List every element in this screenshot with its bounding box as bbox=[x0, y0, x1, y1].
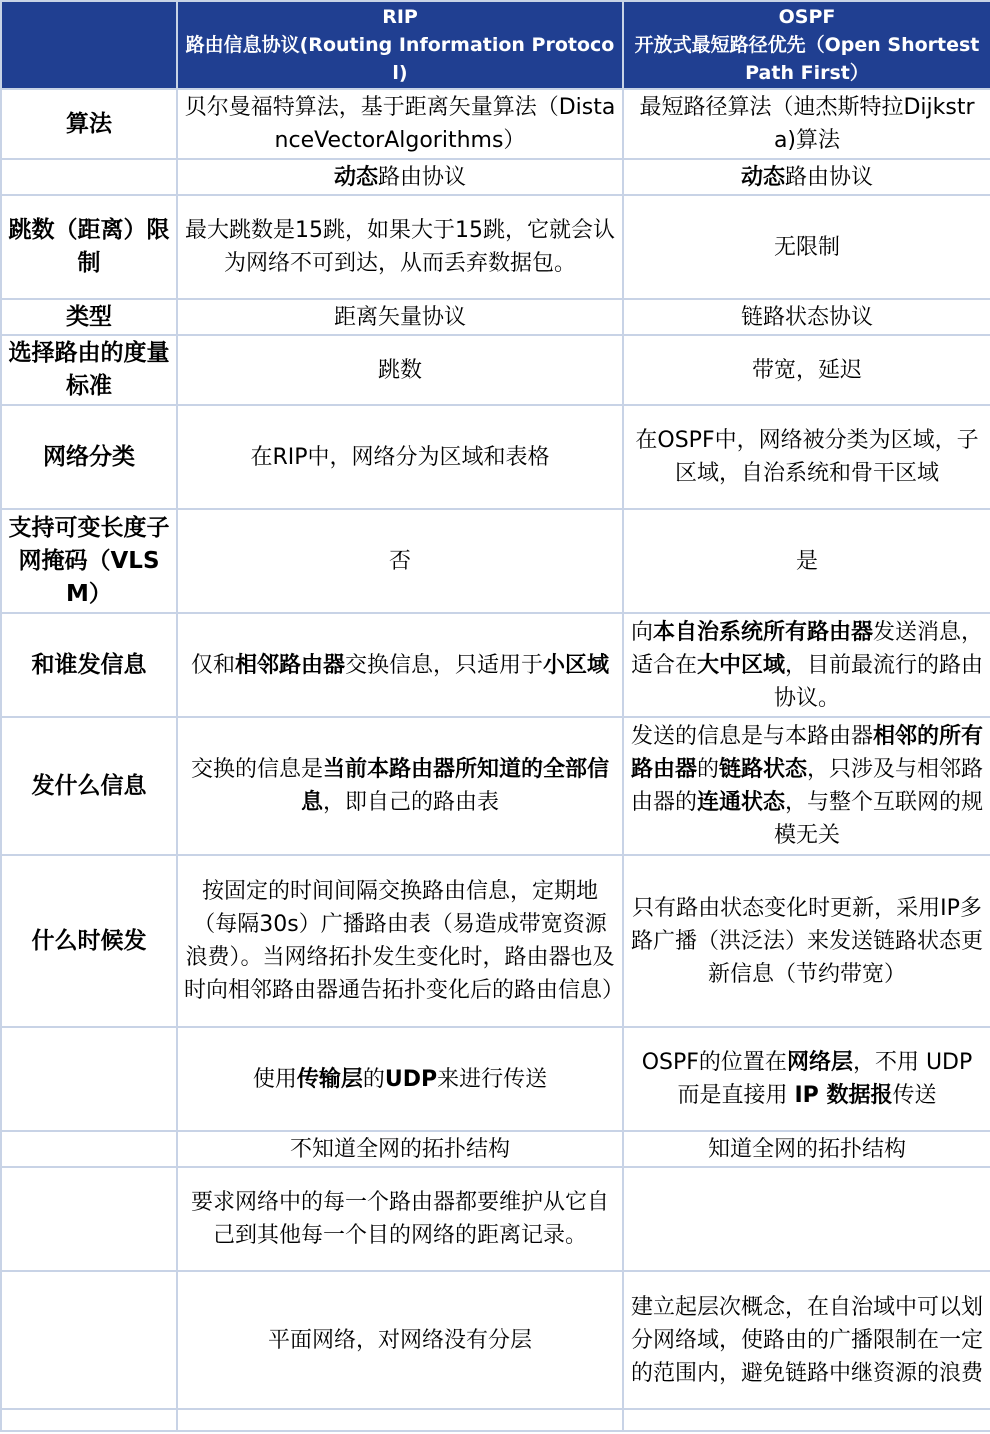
rip-cell bbox=[177, 717, 623, 855]
cell-text: 最短路径算法（迪杰斯特拉Dijkstra)算法 bbox=[639, 95, 975, 153]
rip-cell bbox=[177, 1271, 623, 1409]
cell-text: 的 bbox=[696, 757, 719, 782]
emphasis-text: 小区域 bbox=[543, 652, 610, 678]
cell-text: 不知道全网的拓扑结构 bbox=[289, 1136, 510, 1162]
cell-text: 的 bbox=[362, 1066, 385, 1092]
rip-cell bbox=[177, 1167, 623, 1271]
header-ospf-subtitle: 开放式最短路径优先（Open Shortest Path First） bbox=[634, 34, 980, 84]
cell-text: OSPF的位置在 bbox=[641, 1050, 787, 1075]
header-rip-title: RIP bbox=[382, 6, 418, 28]
table-row bbox=[1, 405, 990, 509]
emphasis-text: 网络层 bbox=[786, 1050, 853, 1075]
rip-cell bbox=[177, 299, 623, 335]
row-label: 什么时候发 bbox=[1, 855, 177, 1027]
cell-text: 跳数 bbox=[377, 357, 422, 383]
row-label bbox=[1, 159, 177, 195]
ospf-cell bbox=[623, 717, 990, 855]
cell-text: ，只涉及与相邻路由器的 bbox=[630, 757, 984, 815]
ospf-cell bbox=[623, 1271, 990, 1409]
row-label bbox=[1, 1271, 177, 1409]
table-row bbox=[1, 195, 990, 299]
cell-text: 发送的信息是与本路由器 bbox=[630, 724, 873, 749]
row-label: 算法 bbox=[1, 89, 177, 159]
ospf-cell bbox=[623, 1027, 990, 1131]
row-label bbox=[1, 1027, 177, 1131]
rip-cell bbox=[177, 195, 623, 299]
cell-text: 平面网络，对网络没有分层 bbox=[267, 1327, 532, 1353]
cell-text: 交换信息，只适用于 bbox=[345, 652, 544, 678]
cell-text: 链路状态协议 bbox=[740, 304, 873, 330]
cell-text: 建立起层次概念，在自治域中可以划分网络域，使路由的广播限制在一定的范围内，避免链路中继资源的浪费 bbox=[630, 1294, 983, 1386]
rip-cell bbox=[177, 1131, 623, 1167]
row-label: 跳数（距离）限制 bbox=[1, 195, 177, 299]
rip-cell bbox=[177, 1409, 623, 1431]
emphasis-text: 相邻的所有路由器 bbox=[630, 724, 984, 782]
ospf-cell bbox=[623, 1409, 990, 1431]
rip-cell bbox=[177, 509, 623, 613]
rip-cell bbox=[177, 855, 623, 1027]
cell-text: 仅和 bbox=[190, 652, 235, 678]
table-row bbox=[1, 509, 990, 613]
ospf-cell bbox=[623, 509, 990, 613]
header-ospf bbox=[623, 1, 990, 89]
table-body bbox=[1, 89, 990, 1431]
rip-cell bbox=[177, 159, 623, 195]
cell-text: 知道全网的拓扑结构 bbox=[707, 1136, 906, 1162]
cell-text: ，不用 UDP 而是直接用 bbox=[677, 1050, 973, 1108]
cell-text: 要求网络中的每一个路由器都要维护从它自己到其他每一个目的网络的距离记录。 bbox=[190, 1190, 609, 1248]
row-label: 发什么信息 bbox=[1, 717, 177, 855]
cell-text: 距离矢量协议 bbox=[333, 304, 466, 330]
emphasis-text: UDP bbox=[384, 1066, 438, 1092]
table-row bbox=[1, 1131, 990, 1167]
table-row bbox=[1, 335, 990, 405]
cell-text: 带宽，延迟 bbox=[751, 357, 862, 383]
ospf-cell bbox=[623, 613, 990, 717]
rip-cell bbox=[177, 613, 623, 717]
rip-cell bbox=[177, 1027, 623, 1131]
header-row bbox=[1, 1, 990, 89]
rip-cell bbox=[177, 405, 623, 509]
cell-text: 发送消息，适合在 bbox=[630, 619, 984, 678]
row-label bbox=[1, 1131, 177, 1167]
table-row bbox=[1, 1167, 990, 1271]
cell-text: 否 bbox=[388, 548, 411, 574]
row-label: 支持可变长度子网掩码（VLSM） bbox=[1, 509, 177, 613]
cell-text: 是 bbox=[795, 548, 818, 574]
ospf-cell bbox=[623, 1167, 990, 1271]
cell-text: 路由协议 bbox=[785, 164, 874, 190]
emphasis-text: 动态 bbox=[740, 164, 785, 190]
row-label bbox=[1, 1167, 177, 1271]
cell-text: 向 bbox=[630, 619, 653, 645]
rip-cell bbox=[177, 335, 623, 405]
ospf-cell bbox=[623, 855, 990, 1027]
cell-text: 传送 bbox=[892, 1083, 937, 1108]
table-header bbox=[1, 1, 990, 89]
emphasis-text: 传输层 bbox=[296, 1066, 363, 1092]
emphasis-text: 大中区域 bbox=[696, 652, 785, 678]
cell-text: 只有路由状态变化时更新，采用IP多路广播（洪泛法）来发送链路状态更新信息（节约带宽） bbox=[630, 895, 983, 987]
ospf-cell bbox=[623, 405, 990, 509]
header-rip-subtitle: 路由信息协议(Routing Information Protocol) bbox=[185, 34, 615, 84]
cell-text: ，与整个互联网的规模无关 bbox=[773, 790, 984, 848]
emphasis-text: 当前本路由器所知道的全部信息 bbox=[300, 757, 610, 815]
emphasis-text: 链路状态 bbox=[719, 757, 808, 782]
row-label: 网络分类 bbox=[1, 405, 177, 509]
table-row bbox=[1, 89, 990, 159]
rip-cell bbox=[177, 89, 623, 159]
cell-text: 在RIP中，网络分为区域和表格 bbox=[250, 444, 550, 470]
ospf-cell bbox=[623, 299, 990, 335]
cell-text: ，即自己的路由表 bbox=[323, 790, 500, 815]
cell-text: 按固定的时间间隔交换路由信息，定期地（每隔30s）广播路由表（易造成带宽资源浪费）。当网络拓扑发生变化时，路由器也及时向相邻路由器通告拓扑变化后的路由信息） bbox=[184, 879, 625, 1003]
row-label: 类型 bbox=[1, 299, 177, 335]
cell-text: 在OSPF中，网络被分类为区域，子区域，自治系统和骨干区域 bbox=[635, 428, 979, 486]
ospf-cell bbox=[623, 89, 990, 159]
cell-text: ，目前最流行的路由协议。 bbox=[773, 652, 984, 711]
cell-text: 来进行传送 bbox=[437, 1066, 548, 1092]
table-row bbox=[1, 717, 990, 855]
emphasis-text: 动态 bbox=[333, 164, 378, 190]
header-ospf-title: OSPF bbox=[778, 6, 836, 28]
table-row bbox=[1, 1409, 990, 1431]
table-row bbox=[1, 159, 990, 195]
table-row bbox=[1, 855, 990, 1027]
emphasis-text: IP 数据报 bbox=[794, 1083, 893, 1108]
row-label bbox=[1, 1409, 177, 1431]
ospf-cell bbox=[623, 195, 990, 299]
table-row bbox=[1, 1271, 990, 1409]
row-label: 和谁发信息 bbox=[1, 613, 177, 717]
table-row bbox=[1, 613, 990, 717]
emphasis-text: 相邻路由器 bbox=[234, 652, 345, 678]
cell-text: 使用 bbox=[252, 1066, 297, 1092]
cell-text: 最大跳数是15跳，如果大于15跳，它就会认为网络不可到达，从而丢弃数据包。 bbox=[185, 218, 615, 276]
ospf-cell bbox=[623, 159, 990, 195]
ospf-cell bbox=[623, 335, 990, 405]
emphasis-text: 本自治系统所有路由器 bbox=[652, 619, 873, 645]
cell-text: 路由协议 bbox=[378, 164, 467, 190]
header-rip bbox=[177, 1, 623, 89]
table-row bbox=[1, 1027, 990, 1131]
cell-text: 贝尔曼福特算法，基于距离矢量算法（DistanceVectorAlgorithms） bbox=[184, 95, 616, 153]
cell-text: 交换的信息是 bbox=[190, 757, 323, 782]
cell-text: 无限制 bbox=[773, 234, 840, 260]
header-corner-cell bbox=[1, 1, 177, 89]
row-label: 选择路由的度量标准 bbox=[1, 335, 177, 405]
emphasis-text: 连通状态 bbox=[696, 790, 785, 815]
ospf-cell bbox=[623, 1131, 990, 1167]
table-row bbox=[1, 299, 990, 335]
